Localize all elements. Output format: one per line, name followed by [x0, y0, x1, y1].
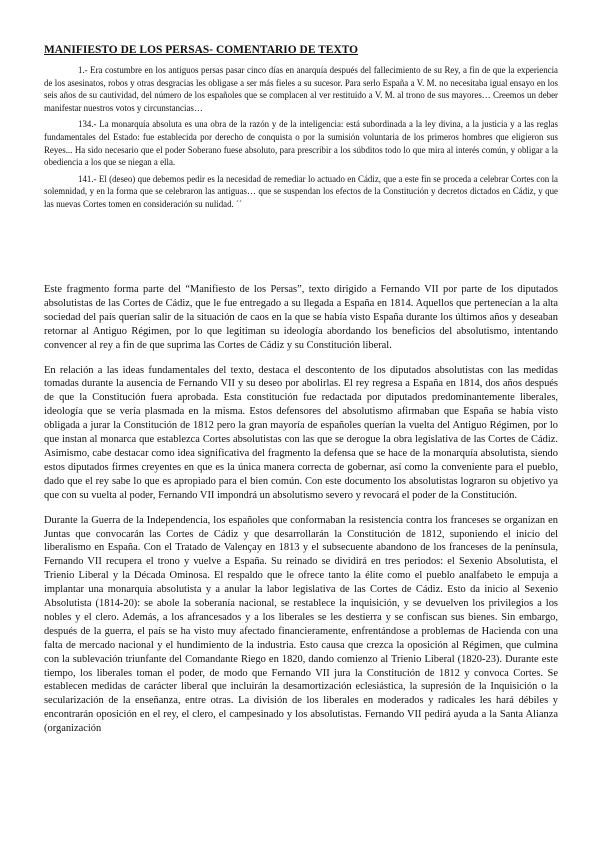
- document-title: MANIFIESTO DE LOS PERSAS- COMENTARIO DE TEXTO: [44, 44, 359, 56]
- quoted-excerpts: [44, 64, 558, 215]
- quote-134: 134.- La monarquía absoluta es una obra de la razón y de la inteligencia: está subordinada a la ley divina, a la justicia y a las reglas fundamentales del Estado: fue establecida por derecho de conquista o por la sumisión voluntaria de los primeros hombres que eligieron sus Reyes... Ha sido necesario que el poder Soberano fuese absoluto, para prescribir a los súbditos todo lo que mira al interés común, y obligar a la obediencia a los que se niegan a ella.: [44, 119, 558, 168]
- paragraph-historical-context: Durante la Guerra de la Independencia, los españoles que conformaban la resistencia contra los franceses se organizan en Juntas que convocarán las Cortes de Cádiz y que desarrollarán la Constitución de 1812, suponiendo el inicio del liberalismo en España. Con el Tratado de Valençay en 1813 y el subsecuente abandono de los franceses de la península, Fernando VII recupera el trono y vuelve a España. Su reinado se dividirá en tres periodos: el Sexenio Absolutista, el Trienio Liberal y la Década Ominosa. El respaldo que le ofrece tanto la élite como el pueblo analfabeto le empuja a implantar una monarquía absolutista y a anular la labor legislativa de las Cortes de Cádiz. Esto da inicio al Sexenio Absolutista (1814-20): se abole la soberanía nacional, se restablece la inquisición, y se devuelven los privilegios a los nobles y el clero. Además, a los afrancesados y a los liberales se les destierra y se confiscan sus bienes. Sin embargo, después de la guerra, el país se ha visto muy afectado financieramente, enfrentándose a problemas de Hacienda con una falta de mercado nacional y el hundimiento de la industria. Esto causa que crezca la oposición al Régimen, que culmina con la sublevación triunfante del Comandante Riego en 1820, dando comienzo al Trienio Liberal (1820-23). Durante este tiempo, los liberales toman el poder, de modo que Fernando VII jura la Constitución de 1812 y convoca Cortes. Se establecen medidas de carácter liberal que incluirán la desamortización eclesiástica, la supresión de la Inquisición o la secularización de la enseñanza, entre otras. La división de los liberales en moderados y radicales les hará débiles y encontrarán oposición en el rey, el clero, el campesinado y los absolutistas. Fernando VII pedirá ayuda a la Santa Alianza (organización: [44, 514, 558, 735]
- paragraph-introduction: Este fragmento forma parte del “Manifiesto de los Persas”, texto dirigido a Fernando VII por parte de los diputados absolutistas de las Cortes de Cádiz, que le fue entregado a su llegada a España en 1814. Aquellos que pertenecían a la alta sociedad del país querían salir de la situación de caos en la que se había visto España durante los últimos años y deseaban retornar al Antiguo Régimen, por lo que legitiman su ideología abordando los beneficios del absolutismo, intentando convencer al rey a fin de que suprima las Cortes de Cádiz y su Constitución liberal.: [44, 284, 558, 351]
- quote-141: 141.- El (deseo) que debemos pedir es la necesidad de remediar lo actuado en Cádiz, que a este fin se proceda a celebrar Cortes con la solemnidad, y en la forma que se celebraron las antiguas… que se suspendan los efectos de la Constitución y decretos dictados en Cádiz, y que las nuevas Cortes tomen en consideración su nulidad. ´´: [44, 173, 558, 209]
- quote-1: 1.- Era costumbre en los antiguos persas pasar cinco días en anarquía después del fallecimiento de su Rey, a fin de que la experiencia de los asesinatos, robos y otras desgracias les obligase a ser más fieles a su sucesor. Para serlo España a V. M. no necesitaba igual ensayo en los seis años de su cautividad, del número de los españoles que se complacen al ver restituido a V. M. al trono de sus mayores… Creemos un deber manifestar nuestros votos y circunstancias…: [44, 65, 558, 113]
- paragraph-main-ideas: En relación a las ideas fundamentales del texto, destaca el descontento de los diputados absolutistas con las medidas tomadas durante la ausencia de Fernando VII y su deseo por abolirlas. El rey regresa a España en 1814, dos años después de que la Constitución fuera aprobada. Esta constitución fue redactada por diputados predominantemente liberales, ideología que se vería plasmada en la misma. Estos defensores del absolutismo afirmaban que España se había visto obligada a jurar la Constitución de 1812 pero la gran mayoría de españoles querían la vuelta del Antiguo Régimen, por lo que instan al monarca que establezca Cortes absolutistas con las que se derogue la obra legislativa de las Cortes de Cádiz. Asimismo, cabe destacar como idea significativa del fragmento la defensa que se hace de la monarquía absolutista, siendo estos diputados firmes creyentes en que es la única manera correcta de gobernar, así como la conveniente para el pueblo, dado que el rey sabe lo que es apropiado para el bien común. Con este documento los absolutistas lograron su objetivo ya que con su vuelta al poder, Fernando VII impondrá un absolutismo severo y revocará el poder de la Constitución.: [44, 364, 558, 501]
- commentary-body: [44, 283, 558, 747]
